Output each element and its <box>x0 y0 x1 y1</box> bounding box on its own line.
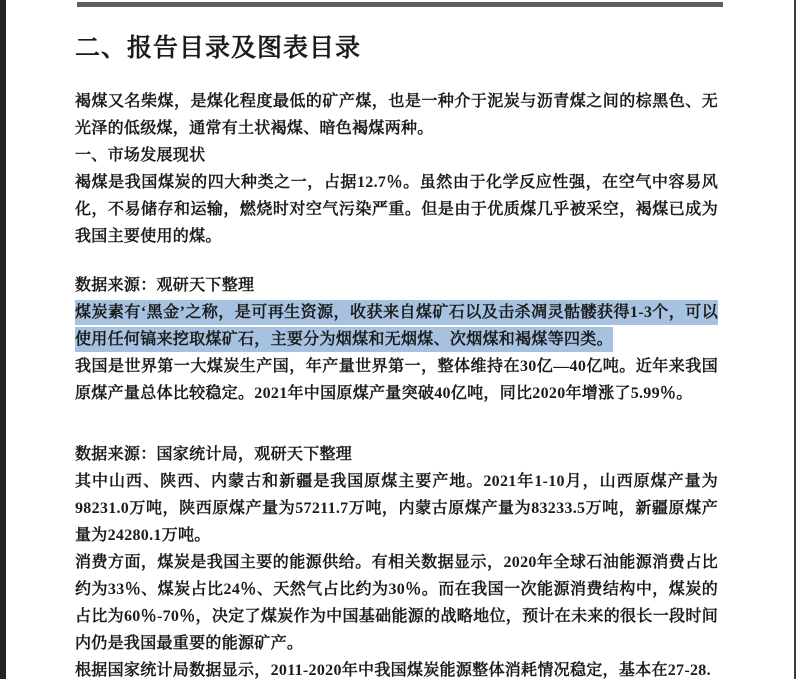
page-title: 二、报告目录及图表目录 <box>75 35 362 62</box>
paragraph-statistics-bureau-trend: 根据国家统计局数据显示，2011-2020年中我国煤炭能源整体消耗情况稳定，基本在27-28. <box>75 662 711 679</box>
paragraph-lignite-definition: 褐煤又名柴煤，是煤化程度最低的矿产煤，也是一种介于泥炭与沥青煤之间的棕黑色、无光泽的低级煤，通常有土状褐煤、暗色褐煤两种。 <box>75 93 718 137</box>
text-selection-highlight: 煤炭素有‘黑金’之称，是可再生资源，收获来自煤矿石以及击杀凋灵骷髅获得1-3个，可以使用任何镐来挖取煤矿石，主要分为烟煤和无烟煤、次烟煤和褐煤等四类。 <box>75 300 718 352</box>
data-source-line-2: 数据来源：国家统计局，观研天下整理 <box>75 446 353 463</box>
paragraph-china-production: 我国是世界第一大煤炭生产国，年产量世界第一，整体维持在30亿—40亿吨。近年来我国原煤产量总体比较稳定。2021年中国原煤产量突破40亿吨，同比2020年增涨了5.99％。 <box>75 358 718 402</box>
paragraph-provincial-output: 其中山西、陕西、内蒙古和新疆是我国原煤主要产地。2021年1-10月，山西原煤产量为98231.0万吨，陕西原煤产量为57211.7万吨，内蒙古原煤产量为83233.5万吨，新疆原煤产量为24280.1万吨。 <box>75 473 718 544</box>
paragraph-lignite-share: 褐煤是我国煤炭的四大种类之一，占据12.7％。虽然由于化学反应性强，在空气中容易风化，不易储存和运输，燃烧时对空气污染严重。但是由于优质煤几乎被采空，褐煤已成为我国主要使用的煤。 <box>75 174 718 245</box>
data-source-line-1: 数据来源：观研天下整理 <box>75 277 255 294</box>
section-heading-market-development: 一、市场发展现状 <box>75 147 206 164</box>
highlighted-paragraph-coal-black-gold <box>75 299 718 353</box>
paragraph-energy-consumption: 消费方面，煤炭是我国主要的能源供给。有相关数据显示，2020年全球石油能源消费占比约为33％、煤炭占比24％、天然气占比约为30％。而在我国一次能源消费结构中，煤炭的占比为60％-70％，决定了煤炭作为中国基础能源的战略地位，预计在未来的很长一段时间内仍是我国最重要的能源矿产。 <box>75 554 718 652</box>
